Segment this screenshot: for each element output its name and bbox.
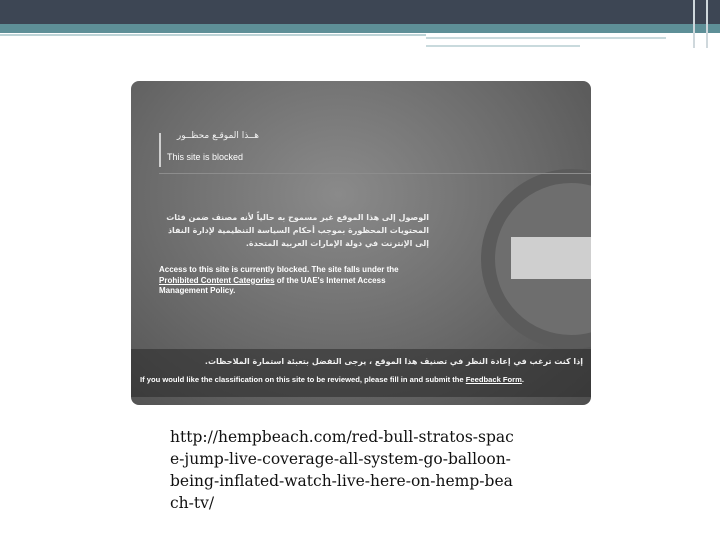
- header-rule: [426, 37, 666, 39]
- footer-text: If you would like the classification on this site to be reviewed, please fill in and submit the: [140, 375, 466, 384]
- message-text: Access to this site is currently blocked. The site falls under the: [159, 265, 399, 274]
- arabic-message: الوصول إلى هذا الموقع غير مسموح به حالياً لأنه مصنف ضمن فئات المحتويات المحظورة بموجب أحكام السياسة التنظيمية لإدارة النفاذ إلى الإنترنت في دولة الإمارات العربية المتحدة.: [166, 213, 429, 248]
- blocked-site-image: [131, 81, 591, 405]
- header-rule: [0, 34, 426, 36]
- source-url-caption: http://hempbeach.com/red-bull-stratos-space-jump-live-coverage-all-system-go-balloon-being-inflated-watch-live-here-on-hemp-beach-tv/: [170, 428, 514, 512]
- english-message: [159, 265, 429, 297]
- arabic-title: هــذا الموقـع محظــور: [176, 131, 259, 141]
- header-rule: [426, 45, 580, 47]
- arabic-footer: إذا كنت ترغب في إعادة النظر في تصنيف هذا الموقع ، يرجى التفضل بتعبئة استمارة الملاحظات.: [204, 357, 583, 366]
- separator-line: [159, 173, 591, 174]
- english-title: This site is blocked: [167, 152, 244, 162]
- footer-text: .: [521, 375, 525, 384]
- english-footer: [140, 375, 586, 384]
- message-text: of the UAE's Internet Access Management Policy.: [159, 275, 386, 295]
- header-bar: [0, 0, 720, 24]
- no-entry-bar-icon: [511, 237, 591, 279]
- header-divider: [693, 0, 695, 48]
- feedback-form-link[interactable]: Feedback Form: [465, 375, 522, 384]
- header-accent-bar: [0, 24, 720, 33]
- title-divider: [159, 133, 161, 167]
- header-divider: [706, 0, 708, 48]
- prohibited-categories-link[interactable]: Prohibited Content Categories: [159, 275, 275, 285]
